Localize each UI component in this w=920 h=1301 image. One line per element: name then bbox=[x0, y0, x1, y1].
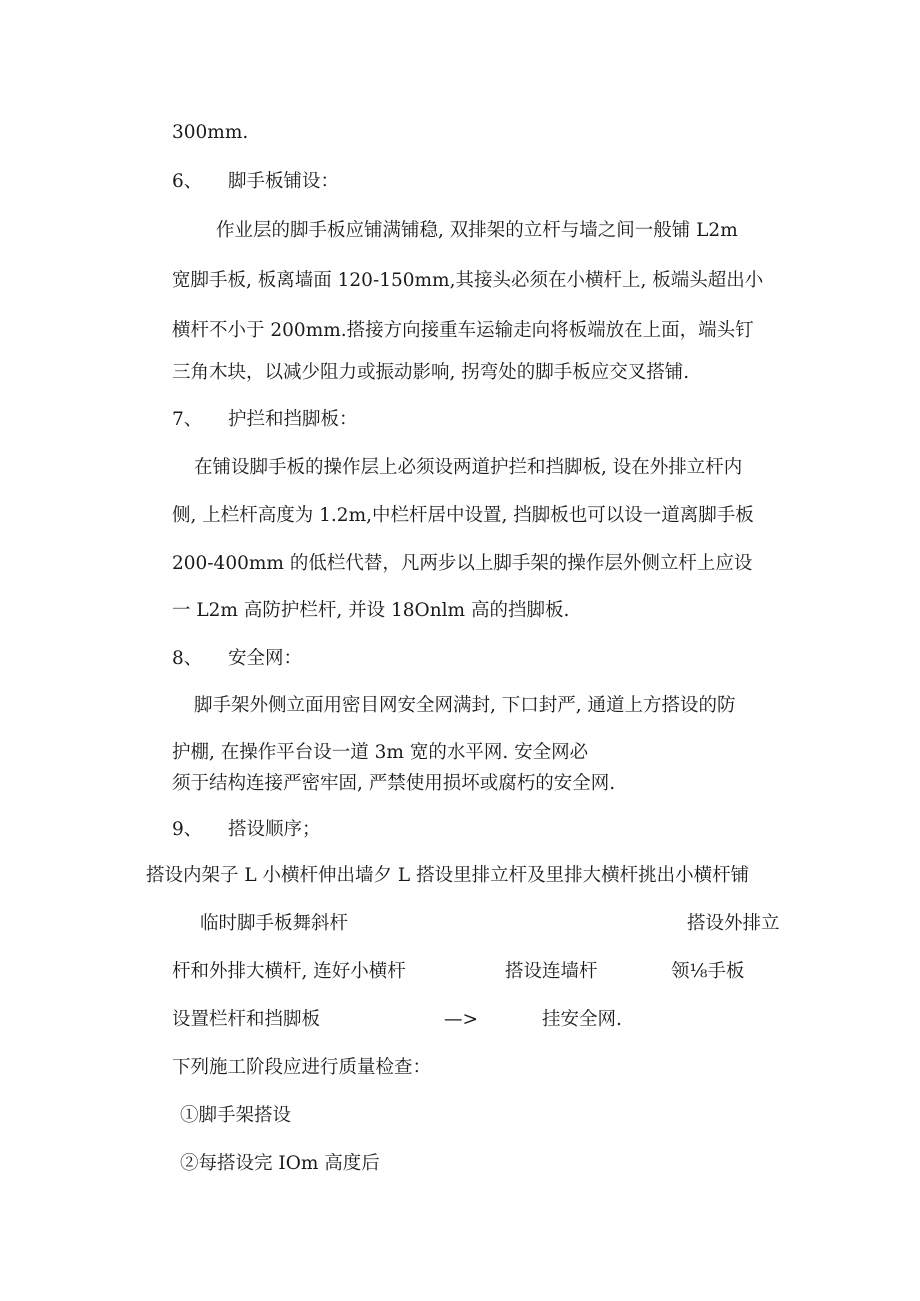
sequence-line-1: 搭设内架子 L 小横杆伸出墙夕 L 搭设里排立杆及里排大横杆挑出小横杆铺 bbox=[146, 865, 750, 886]
sequence-step-temp-board: 临时脚手板舞斜杆 bbox=[200, 913, 349, 934]
inspection-item-2: ②每搭设完 IOm 高度后 bbox=[180, 1153, 380, 1174]
paragraph-8-line-2: 护棚, 在操作平台设一道 3m 宽的水平网. 安全网必 bbox=[172, 742, 589, 763]
sequence-step-outer-ledger: 杆和外排大横杆, 连好小横杆 bbox=[172, 961, 406, 982]
inspection-item-1: ①脚手架搭设 bbox=[180, 1105, 292, 1126]
paragraph-6-line-2: 宽脚手板, 板离墙面 120-150mm,其接头必须在小横杆上, 板端头超出小 bbox=[172, 270, 764, 291]
section-6-number: 6、 bbox=[172, 171, 203, 192]
section-6-title: 脚手板铺设： bbox=[228, 171, 340, 192]
section-8-number: 8、 bbox=[172, 648, 203, 669]
paragraph-7-line-3: 200-400mm 的低栏代替，凡两步以上脚手架的操作层外侧立杆上应设 bbox=[172, 553, 753, 574]
paragraph-7-line-1: 在铺设脚手板的操作层上必须设两道护拦和挡脚板, 设在外排立杆内 bbox=[194, 457, 743, 478]
continued-text: 300mm. bbox=[172, 122, 249, 143]
sequence-step-outer-pole: 搭设外排立 bbox=[687, 913, 780, 934]
section-7-title: 护拦和挡脚板： bbox=[228, 409, 358, 430]
sequence-step-safety-net: 挂安全网. bbox=[542, 1009, 622, 1030]
paragraph-6-line-3: 横杆不小于 200mm.搭接方向接重车运输走向将板端放在上面，端头钉 bbox=[172, 320, 754, 341]
paragraph-7-line-2: 侧, 上栏杆高度为 1.2m,中栏杆居中设置, 挡脚板也可以设一道离脚手板 bbox=[172, 505, 754, 526]
sequence-step-railing: 设置栏杆和挡脚板 bbox=[172, 1009, 321, 1030]
section-8-title: 安全网： bbox=[228, 648, 303, 669]
paragraph-6-line-4: 三角木块，以减少阻力或振动影响, 拐弯处的脚手板应交叉搭铺. bbox=[172, 362, 690, 383]
paragraph-8-line-3: 须于结构连接严密牢固, 严禁使用损坏或腐朽的安全网. bbox=[172, 773, 616, 794]
sequence-arrow: —> bbox=[444, 1009, 479, 1030]
section-9-title: 搭设顺序； bbox=[228, 819, 321, 840]
inspection-heading: 下列施工阶段应进行质量检查： bbox=[172, 1057, 432, 1078]
sequence-step-wall-tie: 搭设连墙杆 bbox=[505, 961, 598, 982]
section-7-number: 7、 bbox=[172, 409, 203, 430]
sequence-step-board: 领⅛手板 bbox=[671, 961, 745, 982]
paragraph-6-line-1: 作业层的脚手板应铺满铺稳, 双排架的立杆与墙之间一般铺 L2m bbox=[216, 220, 738, 241]
paragraph-7-line-4: 一 L2m 高防护栏杆, 并设 18Onlm 高的挡脚板. bbox=[172, 600, 570, 621]
paragraph-8-line-1: 脚手架外侧立面用密目网安全网满封, 下口封严, 通道上方搭设的防 bbox=[194, 695, 736, 716]
section-9-number: 9、 bbox=[172, 819, 203, 840]
